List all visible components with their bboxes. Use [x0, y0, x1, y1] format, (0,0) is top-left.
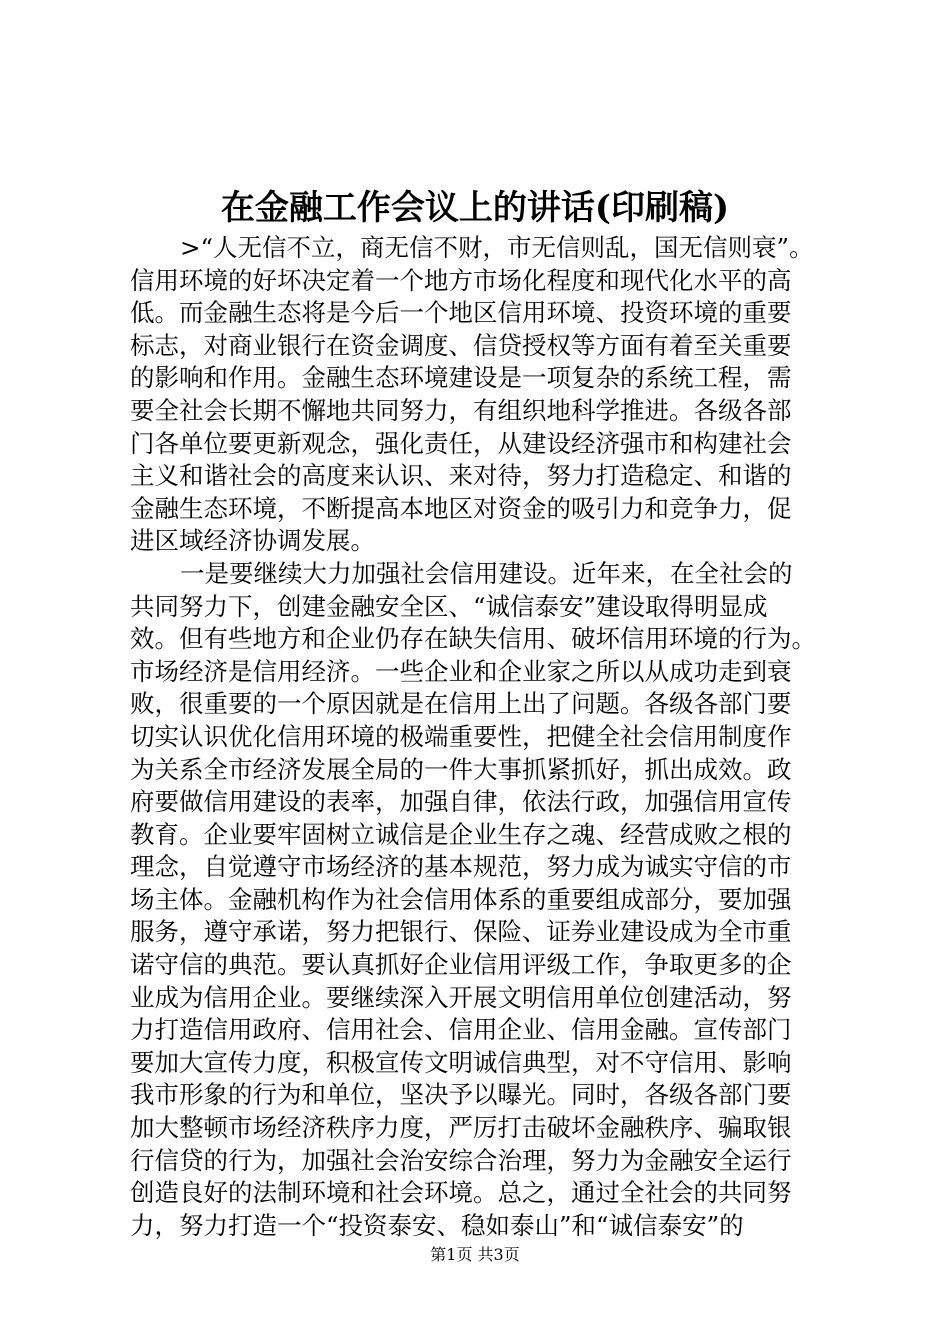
body-line: 信用环境的好坏决定着一个地方市场化程度和现代化水平的高	[130, 265, 792, 295]
body-line: 要全社会长期不懈地共同努力，有组织地科学推进。各级各部	[130, 395, 792, 425]
body-line: 我市形象的行为和单位，坚决予以曝光。同时，各级各部门要	[130, 1080, 792, 1110]
body-line: 标志，对商业银行在资金调度、信贷授权等方面有着至关重要	[130, 330, 792, 360]
document-title: 在金融工作会议上的讲话(印刷稿)	[220, 188, 730, 228]
body-line: 服务，遵守承诺，努力把银行、保险、证券业建设成为全市重	[130, 917, 792, 947]
body-line: 场主体。金融机构作为社会信用体系的重要组成部分，要加强	[130, 884, 792, 914]
body-line: 主义和谐社会的高度来认识、来对待，努力打造稳定、和谐的	[130, 461, 792, 491]
body-line: 共同努力下，创建金融安全区、“诚信泰安”建设取得明显成	[130, 591, 768, 621]
body-line: 金融生态环境，不断提高本地区对资金的吸引力和竞争力，促	[130, 493, 792, 523]
body-line: 府要做信用建设的表率，加强自律，依法行政，加强信用宣传	[130, 787, 792, 817]
body-line: 教育。企业要牢固树立诚信是企业生存之魂、经营成败之根的	[130, 819, 792, 849]
document-body	[130, 232, 830, 1242]
body-line: 一是要继续大力加强社会信用建设。近年来，在全社会的	[180, 558, 793, 588]
body-line: 行信贷的行为，加强社会治安综合治理，努力为金融安全运行	[130, 1145, 792, 1175]
body-line: 切实认识优化信用环境的极端重要性，把健全社会信用制度作	[130, 721, 792, 751]
body-line: 门各单位要更新观念，强化责任，从建设经济强市和构建社会	[130, 428, 792, 458]
body-line: 加大整顿市场经济秩序力度，严厉打击破坏金融秩序、骗取银	[130, 1113, 792, 1143]
body-line: 力打造信用政府、信用社会、信用企业、信用金融。宣传部门	[130, 1015, 792, 1045]
body-line: 效。但有些地方和企业仍存在缺失信用、破坏信用环境的行为。	[130, 624, 816, 654]
page-footer: 第1页 共3页	[430, 1245, 520, 1264]
body-line: 低。而金融生态将是今后一个地区信用环境、投资环境的重要	[130, 298, 792, 328]
body-line: >“人无信不立，商无信不财，市无信则乱，国无信则衰”。	[180, 233, 814, 262]
body-line: 业成为信用企业。要继续深入开展文明信用单位创建活动，努	[130, 982, 792, 1012]
body-line: 要加大宣传力度，积极宣传文明诚信典型，对不守信用、影响	[130, 1047, 792, 1077]
body-line: 市场经济是信用经济。一些企业和企业家之所以从成功走到衰	[130, 656, 792, 686]
body-line: 理念，自觉遵守市场经济的基本规范，努力成为诚实守信的市	[130, 852, 792, 882]
body-line: 的影响和作用。金融生态环境建设是一项复杂的系统工程，需	[130, 363, 792, 393]
body-line: 败，很重要的一个原因就是在信用上出了问题。各级各部门要	[130, 689, 792, 719]
body-line: 力，努力打造一个“投资泰安、稳如泰山”和“诚信泰安”的	[130, 1210, 744, 1240]
body-line: 创造良好的法制环境和社会环境。总之，通过全社会的共同努	[130, 1178, 792, 1208]
body-line: 诺守信的典范。要认真抓好企业信用评级工作，争取更多的企	[130, 950, 792, 980]
body-line: 进区域经济协调发展。	[130, 526, 375, 556]
body-line: 为关系全市经济发展全局的一件大事抓紧抓好，抓出成效。政	[130, 754, 792, 784]
